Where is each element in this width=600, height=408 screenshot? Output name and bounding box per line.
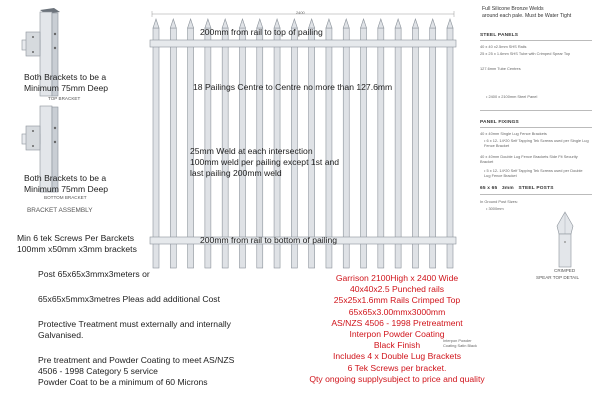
pailing xyxy=(153,19,159,268)
weld-spec-note: Full Silicone Bronze Welds around each pale. Must be Water Tight xyxy=(482,6,572,19)
pretreatment-note: Pre treatment and Powder Coating to meet AS/NZS 4506 - 1998 Category 5 service Powder Coat to be a minimum of 60 Microns xyxy=(38,355,235,387)
pailing xyxy=(378,19,384,268)
fence-panel-drawing xyxy=(140,8,470,270)
width-dimension: 2400 xyxy=(296,10,305,15)
pailing xyxy=(291,19,297,268)
order-spec xyxy=(302,273,492,385)
order-line: Qty ongoing supplysubject to price and quality xyxy=(309,373,485,384)
pailing xyxy=(430,19,436,268)
pailing xyxy=(257,19,263,268)
crimped-caption: CRIMPED xyxy=(554,268,576,273)
in-ground-post-sizes: In Ground Post Sizes: xyxy=(480,199,518,204)
panel-size-bullet: • 2400 x 2100mm Steel Panel xyxy=(486,94,538,99)
steel-posts-heading: 65 x 65 3mm STEEL POSTS xyxy=(480,186,554,191)
order-line: 6 Tek Screws per bracket. xyxy=(347,362,447,373)
pailing xyxy=(361,19,367,268)
in-ground-bullet: • 3000mm xyxy=(486,206,504,211)
crimped-caption-2: SPEAR TOP DETAIL xyxy=(536,275,580,280)
weld-note: 25mm Weld at each intersection 100mm weld per pailing except 1st and last pailing 200mm weld xyxy=(190,146,340,178)
steel-panels-item-2: 25 x 25 x 1.6mm SHS Tube with Crimped Spear Top xyxy=(480,51,571,56)
rail-top-note: 200mm from rail to top of pailing xyxy=(200,27,323,37)
steel-panels-heading: STEEL PANELS xyxy=(480,33,519,38)
bracket-depth-note-top: Both Brackets to be a Minimum 75mm Deep xyxy=(24,72,109,93)
order-line: AS/NZS 4506 - 1998 Pretreatment xyxy=(331,317,463,328)
pailing xyxy=(447,19,453,268)
pailing xyxy=(188,19,194,268)
post-note-2: 65x65x5mmx3metres Pleas add additional Cost xyxy=(38,294,220,304)
pailing xyxy=(395,19,401,268)
post-note-1: Post 65x65x3mmx3meters or xyxy=(38,269,150,279)
pailing xyxy=(205,19,211,268)
pailing xyxy=(239,19,245,268)
top-bracket-caption: TOP BRACKET xyxy=(48,96,81,101)
screws-note: Min 6 tek Screws Per Barckets 100mm x50mm x3mm brackets xyxy=(17,233,137,254)
fixing-single-lug-bullet: • 6 x 12- 14*20 Self Tapping Tek Screws used per Single Lug Fence Bracket xyxy=(484,138,589,149)
pailing xyxy=(222,19,228,268)
pailing xyxy=(412,19,418,268)
top-rail xyxy=(150,40,456,47)
order-line: Interpon Powder Coating xyxy=(349,329,445,340)
bracket-assembly-caption: BRACKET ASSEMBLY xyxy=(27,207,93,214)
pailing xyxy=(309,19,315,268)
order-line: 40x40x2.5 Punched rails xyxy=(349,284,445,295)
spear-tube xyxy=(559,234,571,267)
bracket-depth-note-bottom: Both Brackets to be a Minimum 75mm Deep xyxy=(24,173,109,194)
fixing-double-lug-bullet: • 5 x 12- 14*20 Self Tapping Tek Screws used per Double Lug Fence Bracket xyxy=(484,168,583,179)
pailing xyxy=(170,19,176,268)
interpon-note: Interpon Powder Coating Satin Black xyxy=(443,338,477,349)
panel-fixings-heading: PANEL FIXINGS xyxy=(480,120,519,125)
order-line: Includes 4 x Double Lug Brackets xyxy=(332,351,462,362)
steel-panels-item-3: 127.6mm Tube Centres xyxy=(480,66,521,71)
pailing xyxy=(274,19,280,268)
fixing-single-lug: 40 x 40mm Single Lug Fence Brackets xyxy=(480,131,547,136)
order-line: Garrison 2100High x 2400 Wide xyxy=(335,273,459,283)
rail-bottom-note: 200mm from rail to bottom of pailing xyxy=(200,235,338,245)
order-line: 25x25x1.6mm Rails Crimped Top xyxy=(333,295,461,306)
steel-panels-item-1: 40 x 40 x2.5mm SHS Rails xyxy=(480,44,527,49)
bottom-bracket-caption: BOTTOM BRACKET xyxy=(44,195,87,200)
pailing xyxy=(343,19,349,268)
order-line: Black Finish xyxy=(373,340,421,351)
crimped-spear-detail xyxy=(545,210,585,268)
order-line: 65x65x3.00mmx3000mm xyxy=(348,306,446,317)
pailing xyxy=(326,19,332,268)
protective-note: Protective Treatment must externally and internally Galvanised. xyxy=(38,319,231,340)
pailings-centre-note: 18 Pailings Centre to Centre no more than 127.6mm xyxy=(193,82,393,92)
fixing-double-lug: 40 x 40mm Double Lug Fence Brackets Side Fit Security Bracket xyxy=(480,154,578,165)
